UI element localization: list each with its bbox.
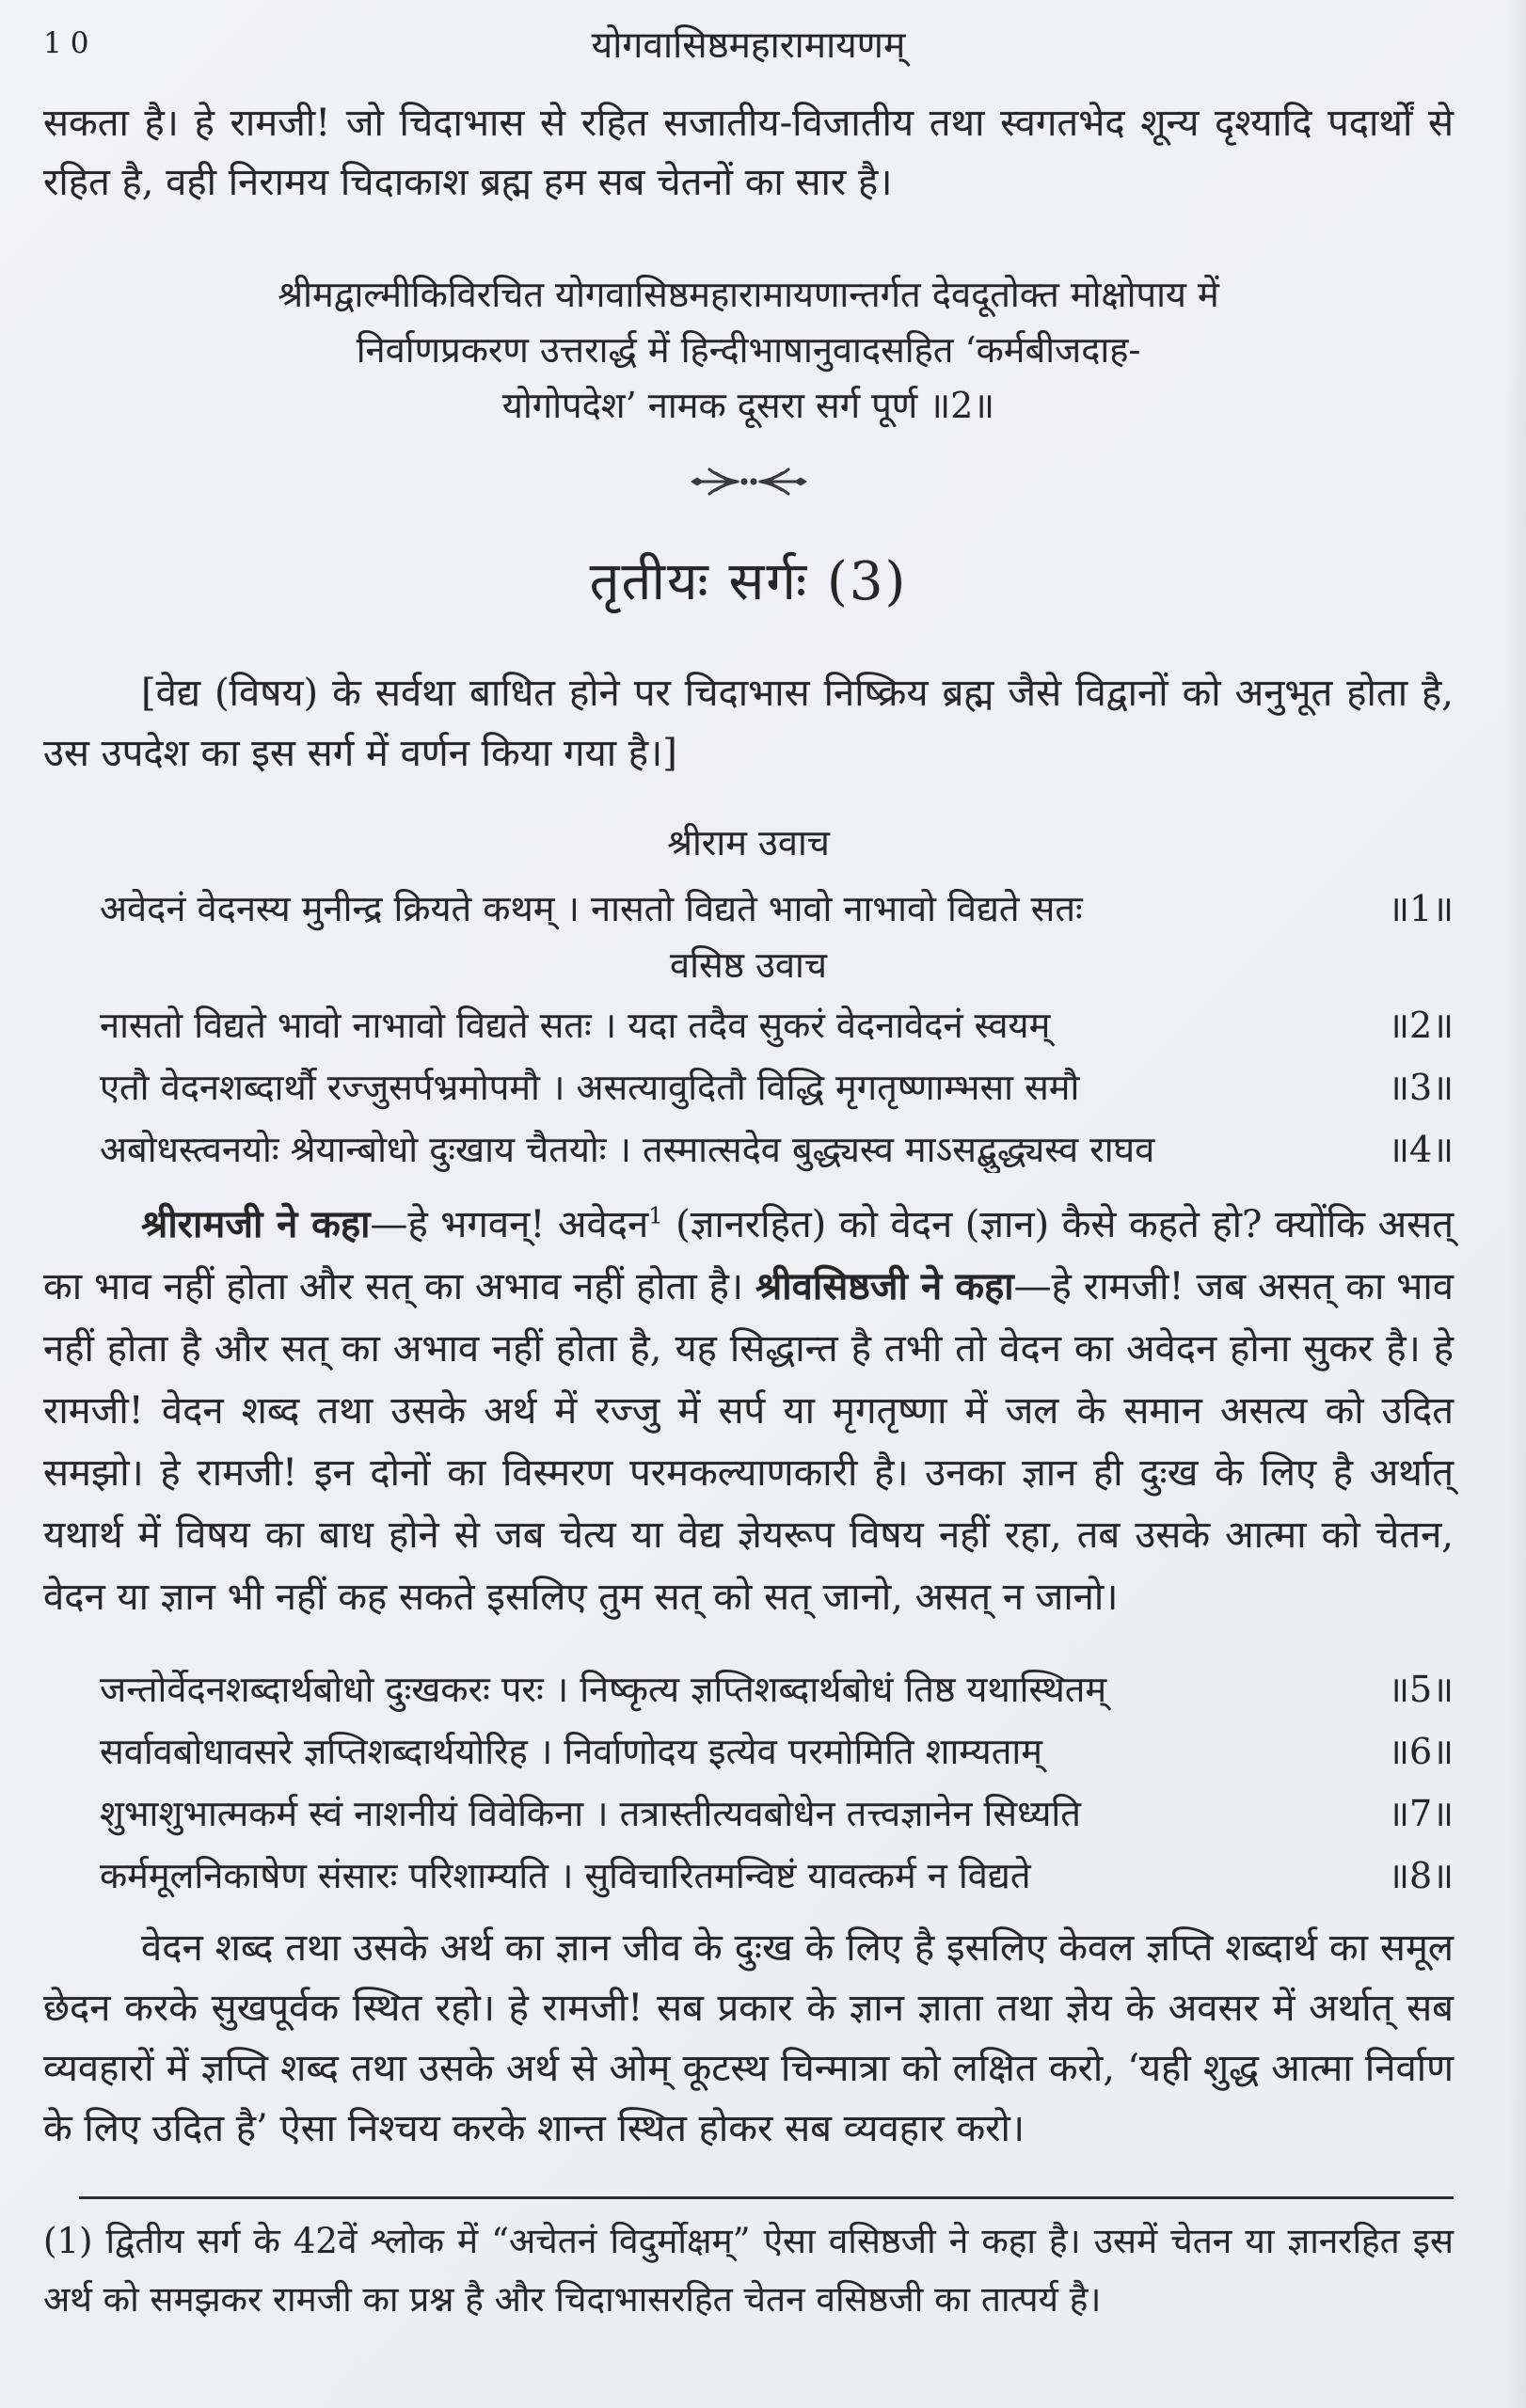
footnote-text: (1) द्वितीय सर्ग के 42वें श्लोक में “अचेतनं विदुर्मोक्षम्” ऐसा वसिष्ठजी ने कहा है। उसमें चेतन या ज्ञानरहित इस अर्थ को समझकर रामजी का प्रश्न है और चिदाभासरहित चेतन वसिष्ठजी का तात्पर्य है। [43,2221,1454,2320]
verse-number: ॥6॥ [1388,1731,1454,1772]
verse-text: शुभाशुभात्मकर्म स्वं नाशनीयं विवेकिना । तत्रास्तीत्यवबोधेन तत्त्वज्ञानेन सिध्यति [100,1793,1081,1834]
verse-text: अबोधस्त्वनयोः श्रेयान्बोधो दुःखाय चैतयोः । तस्मात्सदेव बुद्ध्यस्व माऽसद्बुद्ध्यस्व राघव [100,1129,1155,1170]
rama-question-b: (ज्ञानरहित) को वेदन (ज्ञान) कैसे कहते हो? क्योंकि असत् का भाव नहीं होता और सत् का अभाव नहीं होता है। [43,1203,1454,1308]
footnote-reference: 1 [648,1202,663,1229]
verse-number: ॥7॥ [1388,1793,1454,1834]
verse-text: कर्ममूलनिकाषेण संसारः परिशाम्यति । सुविचारितमन्विष्टं यावत्कर्म न विद्यते [100,1855,1031,1896]
speaker-line-vasistha: वसिष्ठ उवाच [669,944,828,986]
section-heading: तृतीयः सर्गः (3) [589,551,908,612]
verse-text: नासतो विद्यते भावो नाभावो विद्यते सतः । यदा तदैव सुकरं वेदनावेदनं स्वयम् [100,1005,1051,1046]
verse-line-5 [43,1666,1454,1713]
running-title: योगवासिष्ठमहारामायणम् [591,24,906,67]
verse-line-8 [43,1852,1454,1899]
continuation-paragraph: सकता है। हे रामजी! जो चिदाभास से रहित सजातीय-विजातीय तथा स्वगतभेद शून्य दृश्यादि पदार्थों से रहित है, वही निरामय चिदाकाश ब्रह्म हम सब चेतनों का सार है। [43,102,1454,204]
verse-text: एतौ वेदनशब्दार्थौ रज्जुसर्पभ्रमोपमौ । असत्यावुदितौ विद्धि मृगतृष्णाम्भसा समौ [100,1067,1080,1108]
verse-line-1 [43,885,1454,932]
verse-line-4 [43,1126,1454,1173]
colophon-line: योगोपदेश’ नामक दूसरा सर्ग पूर्ण ॥2॥ [501,385,995,426]
colophon-line: निर्वाणप्रकरण उत्तरार्द्ध में हिन्दीभाषानुवादसहित ‘कर्मबीजदाह- [356,329,1141,371]
verse-number: ॥8॥ [1388,1855,1454,1896]
verse-number: ॥2॥ [1388,1005,1454,1046]
vasistha-said-label: श्रीवसिष्ठजी ने कहा [755,1264,1014,1308]
verse-line-6 [43,1728,1454,1775]
verse-group-5-8 [43,1666,1454,1899]
verse-number: ॥1॥ [1388,888,1454,929]
colophon-line: श्रीमद्वाल्मीकिविरचित योगवासिष्ठमहारामायणान्तर्गत देवदूतोक्त मोक्षोपाय में [278,274,1219,315]
verse-line-3 [43,1064,1454,1111]
verse-line-2 [43,1002,1454,1049]
verse-number: ॥5॥ [1388,1669,1454,1710]
vasistha-reply: —हे रामजी! जब असत् का भाव नहीं होता है और सत् का अभाव नहीं होता है, यह सिद्धान्त है तभी तो वेदन का अवेदन होना सुकर है। हे रामजी! वेदन शब्द तथा उसके अर्थ में रज्जु में सर्प या मृगतृष्णा में जल के समान असत्य को उदित समझो। हे रामजी! इन दोनों का विस्मरण परमकल्याणकारी है। उनका ज्ञान ही दुःख के लिए है अर्थात् यथार्थ में विषय का बाध होने से जब चेत्य या वेद्य ज्ञेयरूप विषय नहीं रहा, तब उसके आत्मा को चेतन, वेदन या ज्ञान भी नहीं कह सकते इसलिए तुम सत् को सत् जानो, असत् न जानो। [43,1265,1454,1619]
page-number: 10 [43,26,98,60]
rama-question-a: —हे भगवन्! अवेदन [370,1203,649,1246]
speaker-line-rama: श्रीराम उवाच [667,822,830,863]
rama-said-label: श्रीरामजी ने कहा [141,1202,371,1246]
verse-text: सर्वावबोधावसरे ज्ञप्तिशब्दार्थयोरिह । निर्वाणोदय इत्येव परमोमिति शाम्यताम् [100,1731,1042,1772]
verse-number: ॥3॥ [1388,1067,1454,1108]
verse-text: जन्तोर्वेदनशब्दार्थबोधो दुःखकरः परः । निष्कृत्य ज्ञप्तिशब्दार्थबोधं तिष्ठ यथास्थितम् [100,1669,1107,1710]
verse-group-2-4 [43,1002,1454,1173]
page-header [43,23,1454,70]
verse-number: ॥4॥ [1388,1129,1454,1170]
section-summary: [वेद्य (विषय) के सर्वथा बाधित होने पर चिदाभास निष्क्रिय ब्रह्म जैसे विद्वानों को अनुभूत होता है, उस उपदेश का इस सर्ग में वर्णन किया गया है।] [43,672,1454,775]
commentary-paragraph: वेदन शब्द तथा उसके अर्थ का ज्ञान जीव के दुःख के लिए है इसलिए केवल ज्ञप्ति शब्दार्थ का समूल छेदन करके सुखपूर्वक स्थित रहो। हे रामजी! सब प्रकार के ज्ञान ज्ञाता तथा ज्ञेय के अवसर में अर्थात् सब व्यवहारों में ज्ञप्ति शब्द तथा उसके अर्थ से ओम् कूटस्थ चिन्मात्रा को लक्षित करो, ‘यही शुद्ध आत्मा निर्वाण के लिए उदित है’ ऐसा निश्चय करके शान्त स्थित होकर सब व्यवहार करो। [43,1926,1454,2150]
section-divider-ornament-icon [689,466,809,498]
dialogue-paragraph [43,1194,1454,1628]
verse-text: अवेदनं वेदनस्य मुनीन्द्र क्रियते कथम् । नासतो विद्यते भावो नाभावो विद्यते सतः [100,888,1083,929]
sarga-colophon [43,267,1454,434]
footnote-separator-rule [79,2196,1454,2199]
verse-line-7 [43,1790,1454,1837]
divider-ornament-wrap [43,466,1454,499]
